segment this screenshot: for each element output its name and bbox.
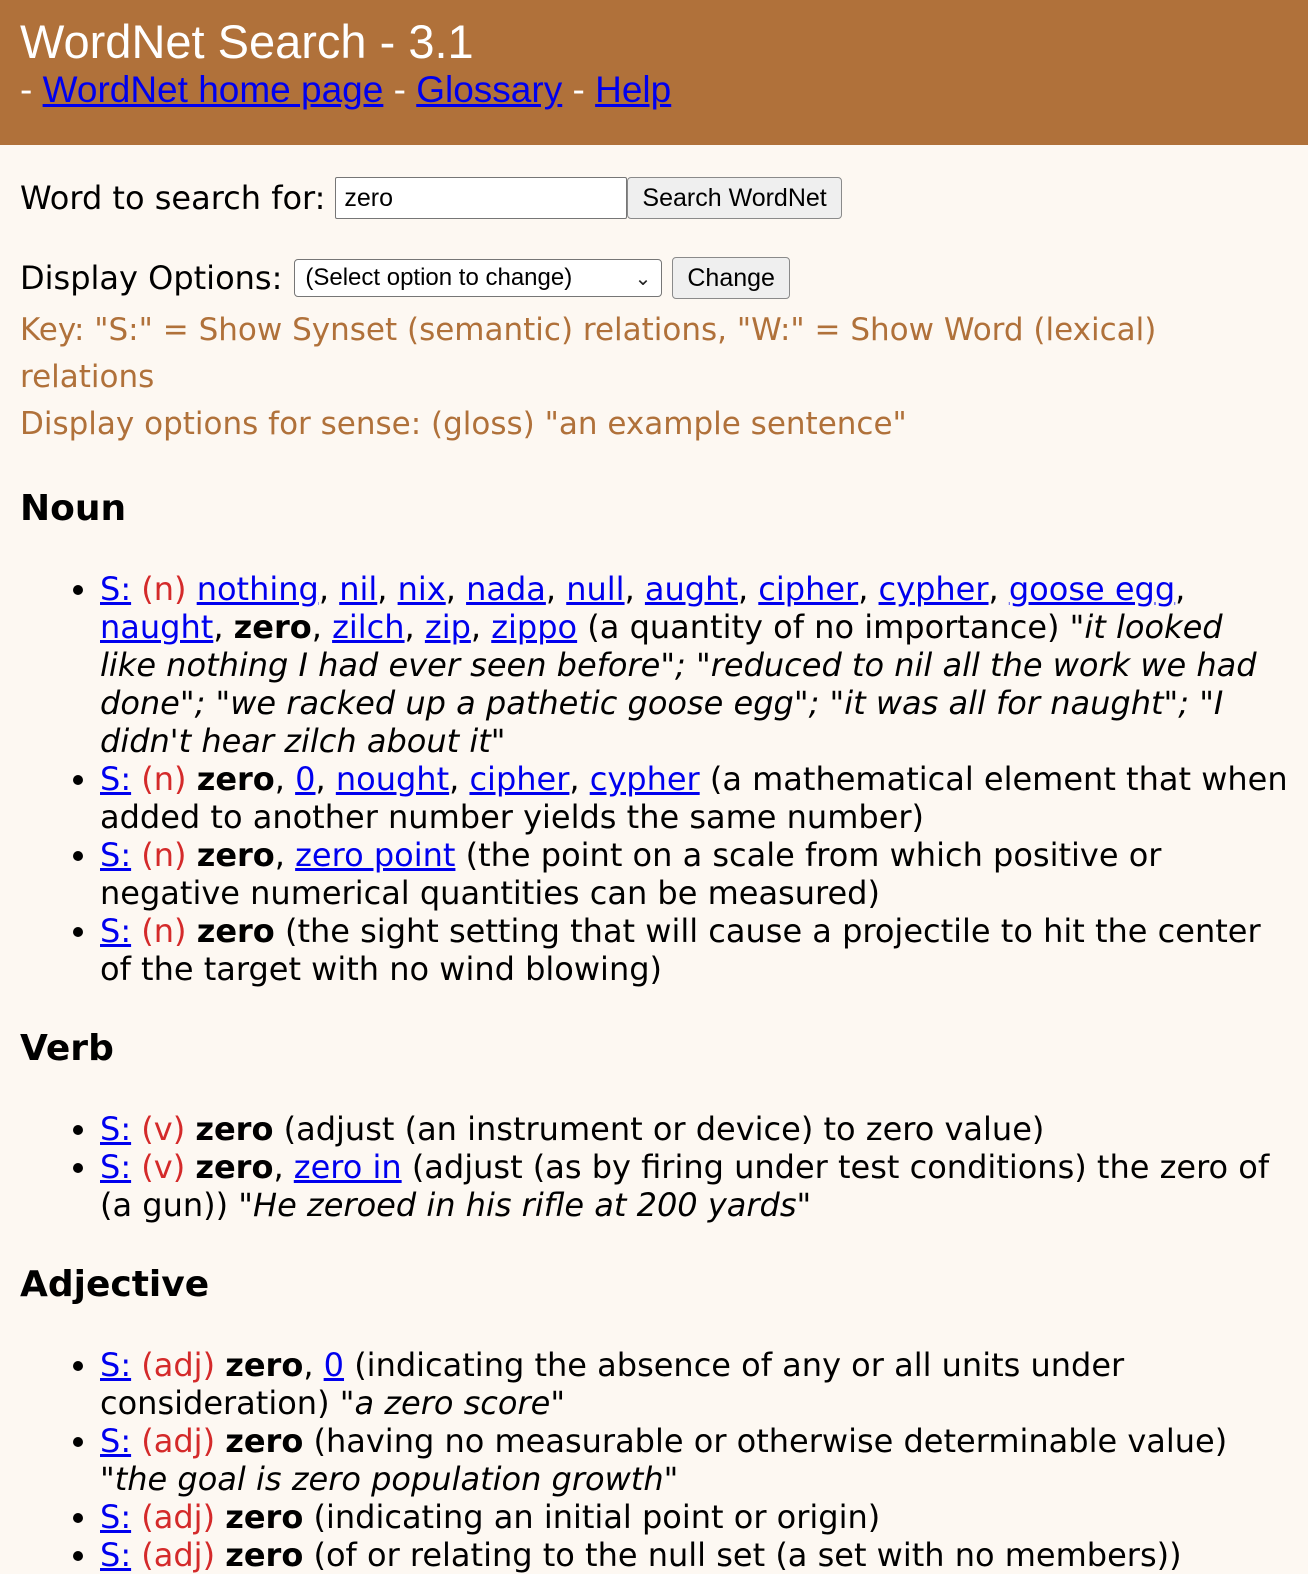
word-link[interactable]: nothing (196, 570, 319, 608)
page-header (0, 0, 1308, 145)
word-link[interactable]: null (566, 570, 625, 608)
example-sentence: "the goal is zero population growth" (100, 1460, 679, 1498)
gloss: (the point on a scale from which positive or negative numerical quantities can be measured) (100, 836, 1162, 912)
pos-tag: (v) (141, 1148, 186, 1186)
section-heading-noun: Noun (20, 488, 127, 529)
section-heading-adjective: Adjective (20, 1264, 210, 1305)
synset-link[interactable]: S: (100, 836, 132, 874)
list-item: • S: (n) zero, 0, nought, cipher, cypher (a mathematical element that when added to another number yields the same number) (100, 760, 1288, 836)
word-link[interactable]: nought (335, 760, 450, 798)
word-link[interactable]: aught (644, 570, 738, 608)
word-link[interactable]: nil (339, 570, 378, 608)
select-value: (Select option to change) (305, 264, 573, 291)
word-link[interactable]: cypher (878, 570, 989, 608)
change-button[interactable]: Change (672, 257, 790, 299)
headword: zero (196, 836, 275, 874)
word-link[interactable]: nix (397, 570, 446, 608)
list-item: • S: (v) zero, zero in (adjust (as by firing under test conditions) the zero of (a gun)) "He zeroed in his rifle at 200 yards" (100, 1148, 1288, 1224)
pos-tag: (adj) (141, 1536, 216, 1574)
synset-link[interactable]: S: (100, 912, 132, 950)
synset-link[interactable]: S: (100, 1346, 132, 1384)
gloss: (a mathematical element that when added to another number yields the same number) (100, 760, 1288, 836)
list-item (100, 1536, 1288, 1574)
gloss: (adjust (as by firing under test conditions) the zero of (a gun)) (100, 1148, 1270, 1224)
synset-link[interactable]: S: (100, 1110, 132, 1148)
word-link[interactable]: zero point (295, 836, 456, 874)
synset-link[interactable]: S: (100, 760, 132, 798)
word-link[interactable]: 0 (295, 760, 316, 798)
word-link[interactable]: 0 (323, 1346, 345, 1384)
headword: zero (225, 1346, 304, 1384)
adjective-senses-list (20, 1346, 1288, 1574)
headword: zero (195, 1110, 274, 1148)
glossary-link[interactable]: Glossary (416, 69, 563, 110)
word-link[interactable]: zilch (332, 608, 405, 646)
synset-link[interactable]: S: (100, 1422, 132, 1460)
display-options-form (20, 257, 1288, 299)
pos-tag: (n) (141, 760, 187, 798)
display-options-select[interactable] (294, 259, 662, 297)
pos-tag: (adj) (141, 1498, 216, 1536)
example-sentence: "a zero score" (339, 1384, 566, 1422)
list-item (100, 1422, 1288, 1498)
help-link[interactable]: Help (595, 69, 672, 110)
wordnet-home-link[interactable]: WordNet home page (42, 69, 384, 110)
list-item: • S: (adj) zero, 0 (indicating the absence of any or all units under consideration) "a zero score" (100, 1346, 1288, 1422)
headword: zero (195, 1148, 274, 1186)
headword: zero (225, 1422, 304, 1460)
key-legend (20, 307, 1288, 448)
display-options-label: Display Options: (20, 259, 283, 297)
synset-link[interactable]: S: (100, 1498, 132, 1536)
key-line: Key: "S:" = Show Synset (semantic) relations, "W:" = Show Word (lexical) relations (20, 312, 1157, 395)
pos-tag: (n) (141, 836, 187, 874)
search-label: Word to search for: (20, 179, 326, 217)
header-nav (20, 68, 1288, 112)
section-heading-verb: Verb (20, 1028, 114, 1069)
list-item: • S: (n) zero, zero point (the point on a scale from which positive or negative numerical quantities can be measured) (100, 836, 1288, 912)
synset-link[interactable]: S: (100, 1536, 132, 1574)
main-content (0, 177, 1308, 1574)
gloss: (adjust (an instrument or device) to zero value) (283, 1110, 1045, 1148)
synset-link[interactable]: S: (100, 570, 132, 608)
gloss: (indicating the absence of any or all units under consideration) (100, 1346, 1125, 1422)
word-link[interactable]: zippo (491, 608, 578, 646)
pos-tag: (n) (141, 570, 187, 608)
noun-senses-list (20, 570, 1288, 988)
list-item: • S: (n) nothing, nil, nix, nada, null, aught, cipher, cypher, goose egg, naught, zero, zilch, zip, zippo (a quantity of no importance) "it looked like nothing I had ever seen before"; "reduced to nil all the work we had done"; "we racked up a pathetic goose egg"; "it was all for naught"; "I didn't hear zilch about it" (100, 570, 1288, 760)
word-link[interactable]: cipher (469, 760, 570, 798)
headword: zero (196, 760, 275, 798)
pos-tag: (adj) (141, 1422, 216, 1460)
word-link[interactable]: nada (466, 570, 546, 608)
verb-senses-list (20, 1110, 1288, 1224)
nav-separator: - (20, 69, 33, 110)
search-wordnet-button[interactable]: Search WordNet (627, 177, 841, 219)
pos-tag: (n) (141, 912, 187, 950)
search-form (20, 177, 1288, 219)
list-item (100, 1498, 1288, 1536)
word-link[interactable]: cypher (589, 760, 700, 798)
gloss: (the sight setting that will cause a projectile to hit the center of the target with no wind blowing) (100, 912, 1261, 988)
pos-tag: (adj) (141, 1346, 216, 1384)
list-item (100, 912, 1288, 988)
display-options-line: Display options for sense: (gloss) "an example sentence" (20, 406, 907, 442)
word-link[interactable]: naught (100, 608, 214, 646)
gloss: (having no measurable or otherwise determinable value) (313, 1422, 1228, 1460)
nav-separator: - (393, 69, 406, 110)
headword: zero (225, 1536, 304, 1574)
search-input[interactable] (335, 177, 627, 219)
example-sentence: "it looked like nothing I had ever seen before"; "reduced to nil all the work we had done"; "we racked up a pathetic goose egg"; "it was all for naught"; "I didn't hear zilch about it" (100, 608, 1257, 760)
chevron-down-icon: ⌄ (634, 267, 652, 290)
word-link[interactable]: zero in (293, 1148, 402, 1186)
pos-tag: (v) (141, 1110, 186, 1148)
page-title: WordNet Search - 3.1 (20, 15, 474, 68)
word-link[interactable]: zip (424, 608, 471, 646)
list-item (100, 1110, 1288, 1148)
word-link[interactable]: cipher (758, 570, 859, 608)
synset-link[interactable]: S: (100, 1148, 132, 1186)
gloss: (a quantity of no importance) (587, 608, 1060, 646)
word-link[interactable]: goose egg (1008, 570, 1176, 608)
gloss: (indicating an initial point or origin) (313, 1498, 881, 1536)
nav-separator: - (572, 69, 585, 110)
example-sentence: "He zeroed in his rifle at 200 yards" (238, 1186, 812, 1224)
headword: zero (196, 912, 275, 950)
gloss: (of or relating to the null set (a set with no members)) (313, 1536, 1182, 1574)
headword: zero (225, 1498, 304, 1536)
headword: zero (233, 608, 312, 646)
